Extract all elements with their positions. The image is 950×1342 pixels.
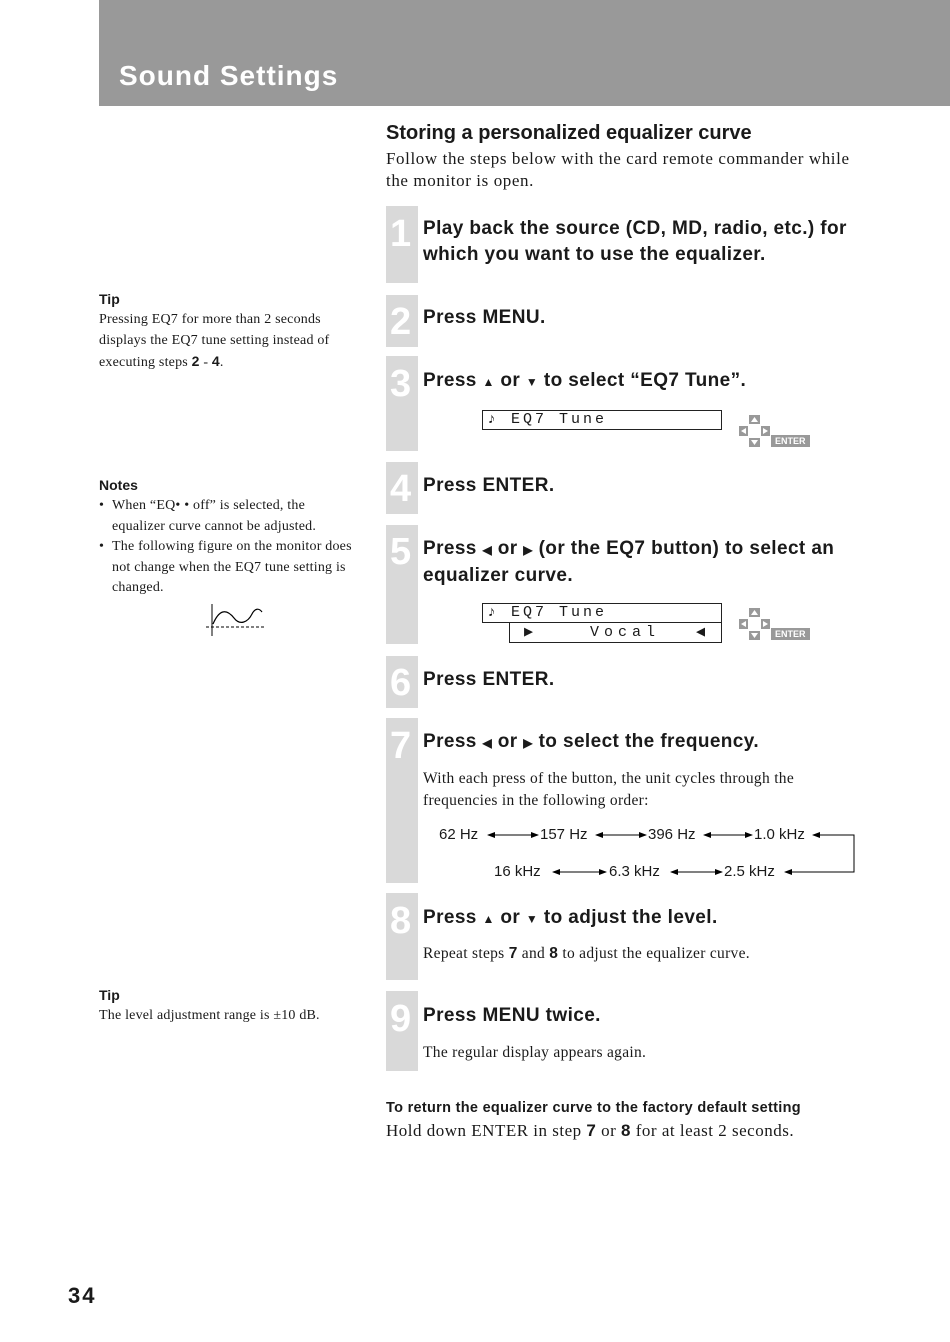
- step-9-body: The regular display appears again.: [423, 1044, 647, 1061]
- arrow-left-icon: ◀: [482, 736, 493, 750]
- frequency-label: 2.5 kHz: [724, 863, 775, 880]
- step-number: 2: [390, 301, 412, 343]
- tip-heading: Tip: [99, 987, 120, 1003]
- bullet-icon: •: [99, 539, 105, 554]
- arrow-up-icon: ▲: [482, 912, 495, 926]
- frequency-label: 396 Hz: [648, 826, 696, 843]
- arrow-up-icon: ▲: [482, 375, 495, 389]
- list-item: • When “EQ• • off” is selected, the equalizer curve cannot be adjusted.: [99, 498, 317, 534]
- arrow-down-icon: ▼: [525, 375, 539, 389]
- monitor-display-line-2: [509, 623, 722, 643]
- triangle-left-icon: ◀: [696, 624, 706, 641]
- step-6-title: Press ENTER.: [423, 669, 555, 690]
- frequency-label: 62 Hz: [439, 826, 479, 843]
- step-number: 1: [390, 213, 412, 255]
- display-line-2: Vocal: [590, 624, 661, 641]
- step-4-title: Press ENTER.: [423, 475, 555, 496]
- step-3-title: Press ▲ or ▼ to select “EQ7 Tune”.: [423, 370, 747, 391]
- step-number: 9: [390, 998, 412, 1040]
- bullet-icon: •: [99, 498, 105, 513]
- remote-pad-icon: [738, 607, 772, 641]
- list-item: • The following figure on the monitor does not change when the EQ7 tune setting is changed.: [99, 539, 352, 595]
- frequency-label: 6.3 kHz: [609, 863, 660, 880]
- notes-heading: Notes: [99, 477, 138, 493]
- step-8-title: Press ▲ or ▼ to adjust the level.: [423, 907, 718, 928]
- remote-pad-icon: [738, 414, 772, 448]
- enter-button-icon: ENTER: [771, 628, 810, 640]
- frequency-label: 157 Hz: [540, 826, 588, 843]
- notes-list: [99, 496, 361, 599]
- tip-heading: Tip: [99, 291, 120, 307]
- display-line-1: EQ7 Tune: [511, 604, 608, 621]
- step-7-title: Press ◀ or ▶ to select the frequency.: [423, 731, 760, 752]
- arrow-left-icon: ◀: [482, 543, 493, 557]
- enter-button-icon: ENTER: [771, 435, 810, 447]
- triangle-right-icon: ▶: [524, 624, 534, 641]
- step-number: 5: [390, 531, 412, 573]
- page-number: 34: [68, 1283, 97, 1308]
- step-1-title: Play back the source (CD, MD, radio, etc.) for which you want to use the equalizer.: [423, 218, 847, 265]
- step-5-title: Press ◀ or ▶ (or the EQ7 button) to select an equalizer curve.: [423, 538, 835, 586]
- music-note-icon: ♪: [487, 411, 497, 428]
- step-number: 4: [390, 468, 412, 510]
- tip-text: Pressing EQ7 for more than 2 seconds displays the EQ7 tune setting instead of executing steps 2 - 4.: [99, 312, 330, 370]
- step-number: 7: [390, 725, 412, 767]
- arrow-right-icon: ▶: [523, 736, 533, 750]
- display-line-1: EQ7 Tune: [511, 411, 608, 428]
- equalizer-curve-icon: [204, 600, 266, 638]
- monitor-display: [482, 410, 722, 430]
- section-heading: Storing a personalized equalizer curve: [386, 122, 752, 144]
- frequency-label: 1.0 kHz: [754, 826, 805, 843]
- music-note-icon: ♪: [487, 604, 497, 621]
- step-7-body: With each press of the button, the unit cycles through the frequencies in the following order:: [423, 770, 795, 809]
- step-2-title: Press MENU.: [423, 307, 546, 328]
- header-banner: [99, 0, 950, 106]
- arrow-down-icon: ▼: [525, 912, 539, 926]
- step-number: 6: [390, 662, 412, 704]
- reset-heading: To return the equalizer curve to the factory default setting: [386, 1100, 801, 1116]
- page-title: Sound Settings: [119, 60, 339, 91]
- section-intro: Follow the steps below with the card remote commander while the monitor is open.: [386, 149, 850, 190]
- frequency-label: 16 kHz: [494, 863, 541, 880]
- arrow-right-icon: ▶: [523, 543, 533, 557]
- step-8-body: Repeat steps 7 and 8 to adjust the equalizer curve.: [423, 945, 750, 962]
- reset-text: Hold down ENTER in step 7 or 8 for at least 2 seconds.: [386, 1121, 795, 1140]
- monitor-display: [482, 603, 722, 623]
- tip-text: The level adjustment range is ±10 dB.: [99, 1008, 320, 1023]
- step-number: 3: [390, 363, 412, 405]
- step-number: 8: [390, 900, 412, 942]
- step-9-title: Press MENU twice.: [423, 1005, 601, 1026]
